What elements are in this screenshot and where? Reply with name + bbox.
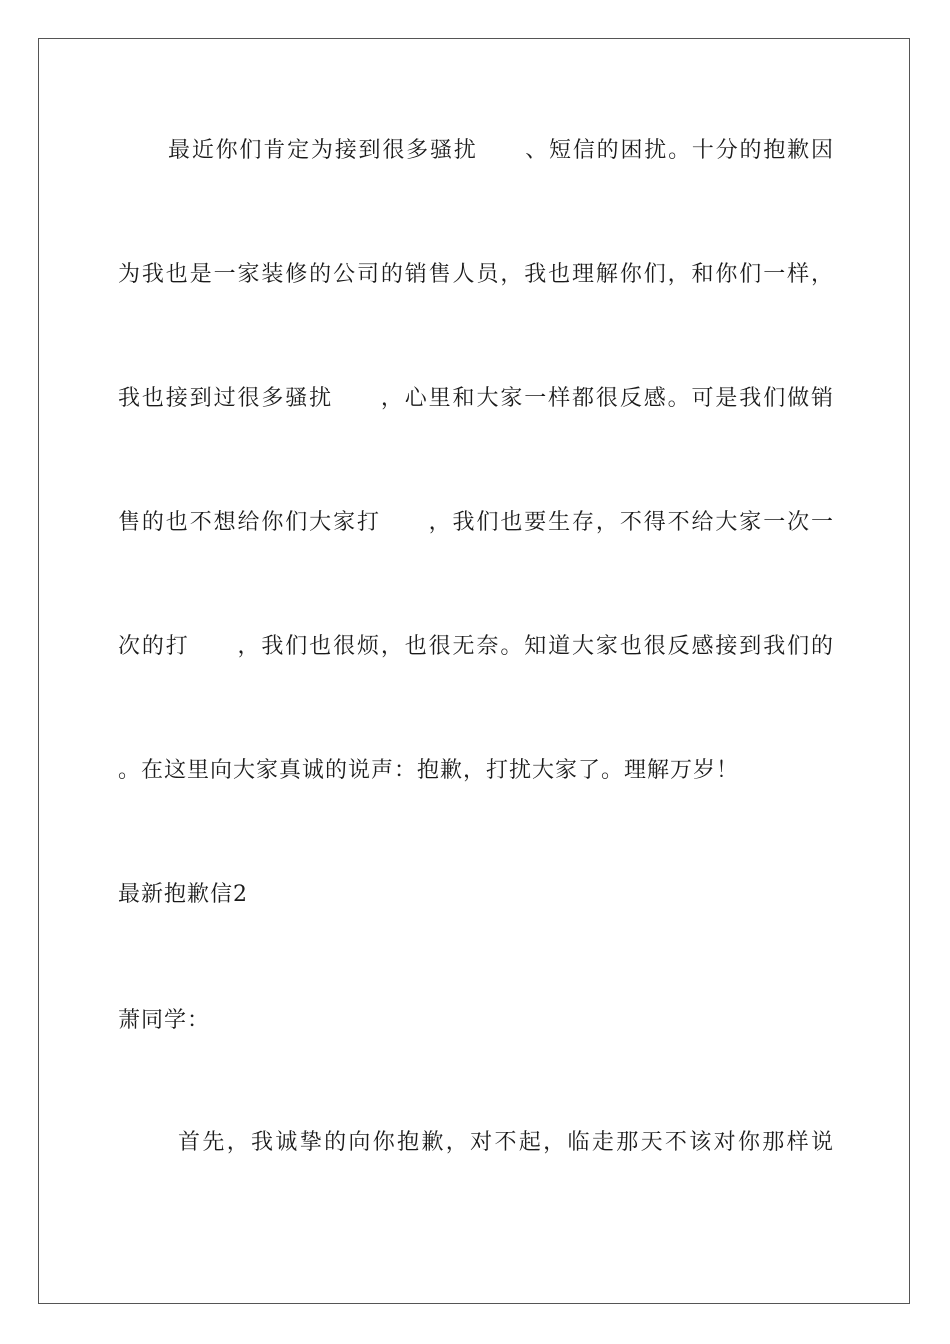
section-heading: 最新抱歉信2 (118, 882, 248, 907)
paragraph-1-line-1: 最近你们肯定为接到很多骚扰 、短信的困扰。十分的抱歉因 (168, 138, 834, 163)
paragraph-1-line-6: 。在这里向大家真诚的说声：抱歉，打扰大家了。理解万岁！ (118, 758, 740, 783)
paragraph-1-line-4: 售的也不想给你们大家打 ，我们也要生存，不得不给大家一次一 (118, 510, 834, 535)
page-frame (38, 38, 910, 1304)
paragraph-1-line-5: 次的打 ，我们也很烦，也很无奈。知道大家也很反感接到我们的 (118, 634, 834, 659)
paragraph-1-line-2: 为我也是一家装修的公司的销售人员，我也理解你们，和你们一样， (118, 262, 834, 287)
salutation: 萧同学： (118, 1008, 211, 1033)
paragraph-1-line-3: 我也接到过很多骚扰 ，心里和大家一样都很反感。可是我们做销 (118, 386, 834, 411)
paragraph-2-line-1: 首先，我诚挚的向你抱歉，对不起，临走那天不该对你那样说 (178, 1130, 834, 1155)
